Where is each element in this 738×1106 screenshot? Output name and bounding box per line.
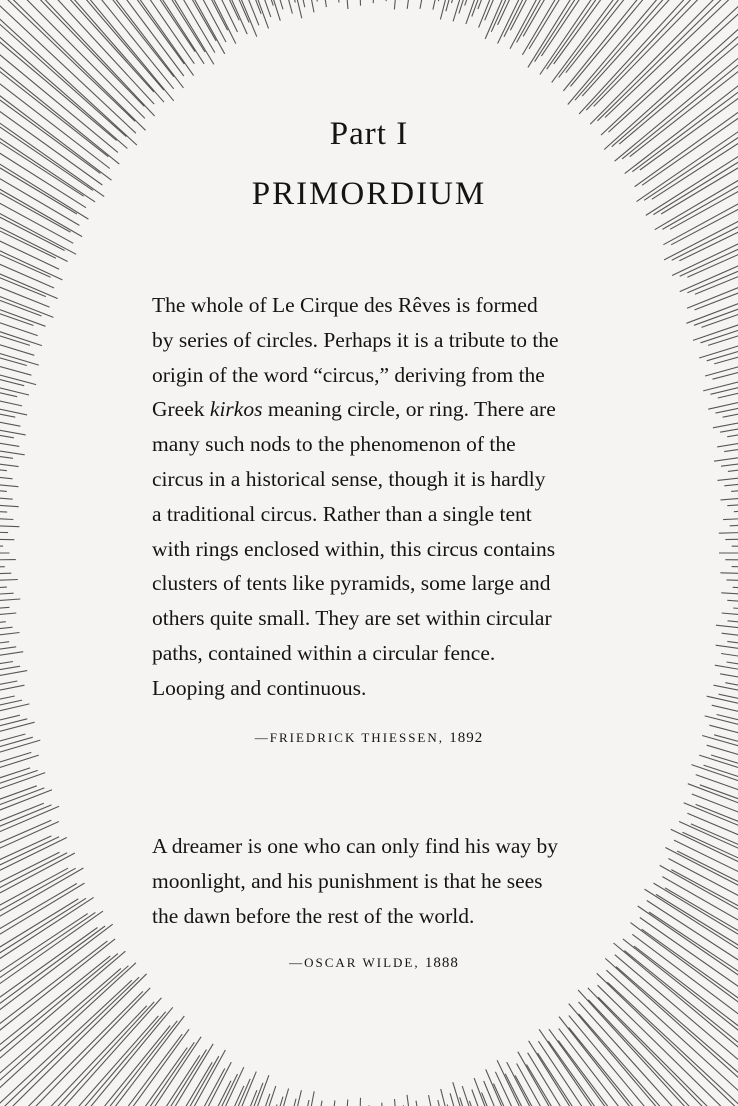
sunburst-ray: [0, 284, 19, 446]
sunburst-ray: [715, 665, 738, 838]
sunburst-ray: [0, 0, 257, 37]
sunburst-ray: [714, 317, 738, 461]
sunburst-ray: [0, 1042, 194, 1106]
sunburst-ray: [386, 0, 437, 1]
sunburst-ray: [654, 883, 738, 1106]
sunburst-ray: [597, 973, 738, 1106]
sunburst-ray: [0, 593, 14, 654]
italic-word: kirkos: [209, 397, 263, 422]
sunburst-ray: [382, 1103, 420, 1106]
sunburst-ray: [0, 0, 215, 53]
sunburst-ray: [0, 587, 7, 637]
sunburst-ray: [407, 1095, 521, 1106]
sunburst-ray: [0, 0, 239, 20]
sunburst-ray: [0, 912, 95, 1106]
sunburst-ray: [0, 1002, 154, 1106]
sunburst-ray: [732, 536, 738, 546]
part-title: PRIMORDIUM: [251, 176, 487, 212]
sunburst-ray: [0, 898, 86, 1106]
sunburst-ray: [695, 0, 738, 310]
quote-line: a traditional circus. Rather than a single tent: [152, 501, 532, 526]
quote-line: others quite small. They are set within circular: [152, 606, 552, 631]
sunburst-ray: [373, 0, 386, 3]
sunburst-ray: [0, 1086, 244, 1106]
sunburst-ray: [640, 918, 738, 1106]
sunburst-ray: [0, 502, 8, 532]
sunburst-ray: [529, 0, 738, 49]
sunburst-ray: [0, 666, 20, 838]
sunburst-ray: [0, 0, 247, 34]
sunburst-ray: [0, 452, 7, 512]
quote-line: with rings enclosed within, this circus contains: [152, 536, 556, 561]
sunburst-ray: [0, 120, 36, 384]
sunburst-ray: [0, 622, 6, 722]
sunburst-ray: [713, 234, 738, 427]
sunburst-ray: [517, 0, 738, 43]
sunburst-ray: [717, 284, 738, 447]
quote-line: Looping and continuous.: [152, 675, 367, 700]
sunburst-ray: [727, 600, 738, 671]
sunburst-ray: [708, 185, 738, 409]
quote-line: circus in a historical sense, though it is hardly: [152, 466, 546, 491]
sunburst-ray: [714, 685, 738, 888]
sunburst-ray: [438, 0, 638, 1]
sunburst-ray: [719, 502, 738, 533]
sunburst-ray: [0, 852, 60, 1106]
sunburst-ray: [671, 870, 738, 1106]
sunburst-ray: [702, 736, 738, 1018]
sunburst-ray: [497, 1060, 738, 1106]
quote-line: by series of circles. Perhaps it is a tribute to the: [152, 327, 559, 352]
sunburst-ray: [0, 536, 3, 546]
sunburst-ray: [484, 1081, 738, 1106]
quote-line: A dreamer is one who can only find his way by: [152, 834, 559, 858]
sunburst-ray: [721, 593, 738, 655]
sunburst-ray: [582, 0, 738, 96]
sunburst-ray: [733, 587, 738, 637]
epigraph-quote: [152, 829, 622, 933]
sunburst-ray: [0, 0, 205, 52]
sunburst-ray: [0, 980, 132, 1106]
sunburst-ray: [696, 775, 738, 1106]
epigraph-attribution: —FRIEDRICK THIESSEN, 1892: [254, 730, 484, 746]
sunburst-ray: [734, 452, 738, 512]
sunburst-ray: [200, 0, 326, 7]
sunburst-ray: [0, 185, 22, 406]
sunburst-ray: [0, 613, 16, 705]
sunburst-ray: [0, 560, 16, 570]
sunburst-ray: [0, 1079, 250, 1106]
sunburst-ray: [0, 567, 5, 587]
sunburst-ray: [507, 1062, 738, 1106]
sunburst-ray: [615, 955, 738, 1106]
sunburst-ray: [0, 0, 102, 185]
sunburst-ray: [440, 0, 654, 20]
sunburst-ray: [0, 1016, 184, 1106]
quote-line: Greek kirkos meaning circle, or ring. There are: [152, 397, 556, 422]
sunburst-ray: [0, 234, 20, 426]
sunburst-ray: [0, 773, 45, 1106]
sunburst-ray: [0, 599, 20, 671]
sunburst-ray: [0, 1055, 200, 1106]
sunburst-ray: [732, 567, 738, 587]
sunburst-ray: [0, 0, 271, 17]
epigraph-attribution: —OSCAR WILDE, 1888: [289, 955, 459, 971]
quote-line: origin of the word “circus,” deriving from the: [152, 362, 545, 387]
quote-line: clusters of tents like pyramids, some large and: [152, 571, 551, 596]
quote-line: The whole of Le Cirque des Rêves is formed: [152, 293, 538, 317]
sunburst-ray: [725, 560, 738, 570]
sunburst-ray: [0, 0, 136, 133]
sunburst-ray: [0, 573, 11, 604]
sunburst-ray: [420, 0, 571, 9]
sunburst-ray: [0, 0, 95, 202]
quote-line: paths, contained within a circular fence.: [152, 640, 496, 665]
sunburst-ray: [0, 0, 194, 64]
sunburst-ray: [725, 519, 738, 539]
sunburst-ray: [0, 642, 9, 772]
sunburst-ray: [0, 770, 38, 1096]
sunburst-ray: [665, 888, 738, 1106]
part-number: Part I: [329, 116, 409, 152]
sunburst-ray: [720, 573, 738, 604]
quote-line: the dawn before the rest of the world.: [152, 903, 475, 928]
sunburst-ray: [571, 0, 738, 86]
sunburst-ray: [504, 0, 738, 37]
epigraph-quote: [152, 288, 622, 706]
sunburst-ray: [728, 621, 738, 722]
quote-line: moonlight, and his punishment is that he sees: [152, 868, 543, 893]
quote-line: many such nods to the phenomenon of the: [152, 432, 516, 457]
sunburst-ray: [0, 1056, 219, 1106]
sunburst-ray: [0, 519, 14, 540]
sunburst-ray: [1, 1086, 276, 1106]
sunburst-ray: [579, 1014, 738, 1106]
